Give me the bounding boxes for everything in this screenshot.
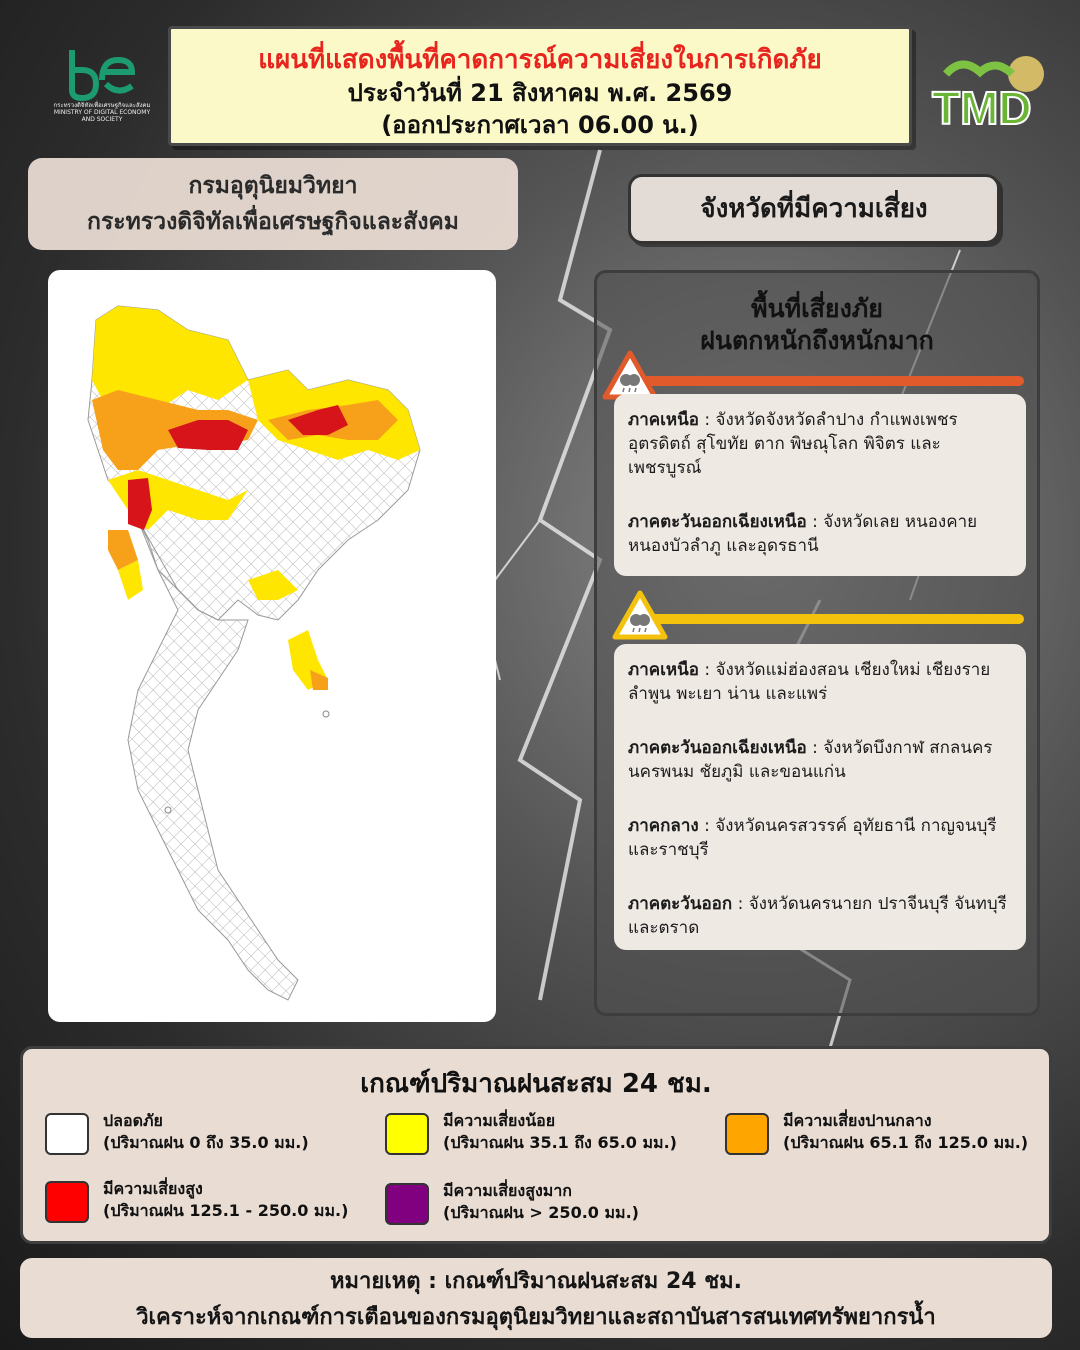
footnote-line2: วิเคราะห์จากเกณฑ์การเตือนของกรมอุตุนิยมวิทยาและสถาบันสารสนเทศทรัพยากรน้ำ <box>136 1305 936 1330</box>
legend-range: (ปริมาณฝน 65.1 ถึง 125.0 มม.) <box>783 1133 1029 1152</box>
region-label: ภาคตะวันออก <box>628 894 733 914</box>
risk-panel-heading-line2: ฝนตกหนักถึงหนักมาก <box>700 326 934 355</box>
low-risk-entry <box>628 892 1014 940</box>
risk-provinces-title: จังหวัดที่มีความเสี่ยง <box>628 174 1000 244</box>
high-risk-entry <box>628 510 1014 558</box>
province-list: : จังหวัดจังหวัดลำปาง กำแพงเพชร อุตรดิตถ์ สุโขทัย ตาก พิษณุโลก พิจิตร และเพชรบูรณ์ <box>628 410 958 478</box>
province-list: : จังหวัดเลย หนองคาย หนองบัวลำภู และอุดรธานี <box>628 512 978 556</box>
legend-swatch <box>385 1183 429 1225</box>
legend-range: (ปริมาณฝน 35.1 ถึง 65.0 มม.) <box>443 1133 677 1152</box>
low-risk-entry <box>628 814 1014 862</box>
header-title-box <box>168 26 912 146</box>
legend-label: มีความเสี่ยงปานกลาง <box>783 1111 932 1130</box>
issue-time: (ออกประกาศเวลา 06.00 น.) <box>381 111 699 139</box>
legend-swatch <box>45 1181 89 1223</box>
region-label: ภาคตะวันออกเฉียงเหนือ <box>628 738 807 758</box>
legend-title: เกณฑ์ปริมาณฝนสะสม 24 ชม. <box>360 1069 712 1099</box>
risk-panel-heading <box>597 293 1037 357</box>
map-island <box>323 711 329 717</box>
warning-triangle-yellow-icon <box>612 590 668 640</box>
footnote-box <box>20 1258 1052 1338</box>
province-list: : จังหวัดบึงกาฬ สกลนคร นครพนม ชัยภูมิ และขอนแก่น <box>628 738 993 782</box>
department-name: กรมอุตุนิยมวิทยา <box>188 173 358 199</box>
province-list: : จังหวัดนครสวรรค์ อุทัยธานี กาญจนบุรี และราชบุรี <box>628 816 997 860</box>
province-list: : จังหวัดแม่ฮ่องสอน เชียงใหม่ เชียงราย ลำพูน พะเยา น่าน และแพร่ <box>628 660 991 704</box>
high-risk-card <box>614 394 1026 576</box>
ministry-logo <box>52 40 152 123</box>
region-label: ภาคกลาง <box>628 816 699 836</box>
ministry-name: กระทรวงดิจิทัลเพื่อเศรษฐกิจและสังคม <box>87 209 459 235</box>
legend-range: (ปริมาณฝน 125.1 - 250.0 มม.) <box>103 1201 349 1220</box>
legend-swatch <box>725 1113 769 1155</box>
region-label: ภาคเหนือ <box>628 410 699 430</box>
legend-label: ปลอดภัย <box>103 1111 163 1130</box>
ministry-logo-caption: กระทรวงดิจิทัลเพื่อเศรษฐกิจและสังคม MINISTRY OF DIGITAL ECONOMY AND SOCIETY <box>53 102 151 123</box>
legend-label: มีความเสี่ยงสูงมาก <box>443 1181 572 1200</box>
risk-panel-heading-line1: พื้นที่เสี่ยงภัย <box>751 294 883 323</box>
forecast-date: ประจำวันที่ 21 สิงหาคม พ.ศ. 2569 <box>347 79 733 107</box>
legend-label: มีความเสี่ยงน้อย <box>443 1111 556 1130</box>
legend-swatch <box>45 1113 89 1155</box>
rainfall-legend <box>20 1046 1052 1244</box>
legend-range: (ปริมาณฝน > 250.0 มม.) <box>443 1203 639 1222</box>
footnote-line1: หมายเหตุ : เกณฑ์ปริมาณฝนสะสม 24 ชม. <box>329 1269 743 1294</box>
region-label: ภาคเหนือ <box>628 660 699 680</box>
legend-range: (ปริมาณฝน 0 ถึง 35.0 มม.) <box>103 1133 309 1152</box>
tmd-logo-text: TMD <box>932 82 1032 134</box>
legend-label: มีความเสี่ยงสูง <box>103 1179 203 1198</box>
page-title: แผนที่แสดงพื้นที่คาดการณ์ความเสี่ยงในการเกิดภัย <box>258 45 822 75</box>
risk-map-panel <box>48 270 496 1022</box>
thailand-risk-map <box>48 270 496 1022</box>
low-risk-entry <box>628 658 1014 706</box>
low-risk-bar <box>640 614 1024 624</box>
legend-swatch <box>385 1113 429 1155</box>
warning-triangle-orange-icon <box>602 350 658 400</box>
low-risk-card <box>614 644 1026 950</box>
department-box <box>28 158 518 250</box>
high-risk-entry <box>628 408 1014 480</box>
region-label: ภาคตะวันออกเฉียงเหนือ <box>628 512 807 532</box>
low-risk-entry <box>628 736 1014 784</box>
tmd-logo <box>926 44 1060 134</box>
high-risk-bar <box>640 376 1024 386</box>
province-list: : จังหวัดนครนายก ปราจีนบุรี จันทบุรี และตราด <box>628 894 1007 938</box>
